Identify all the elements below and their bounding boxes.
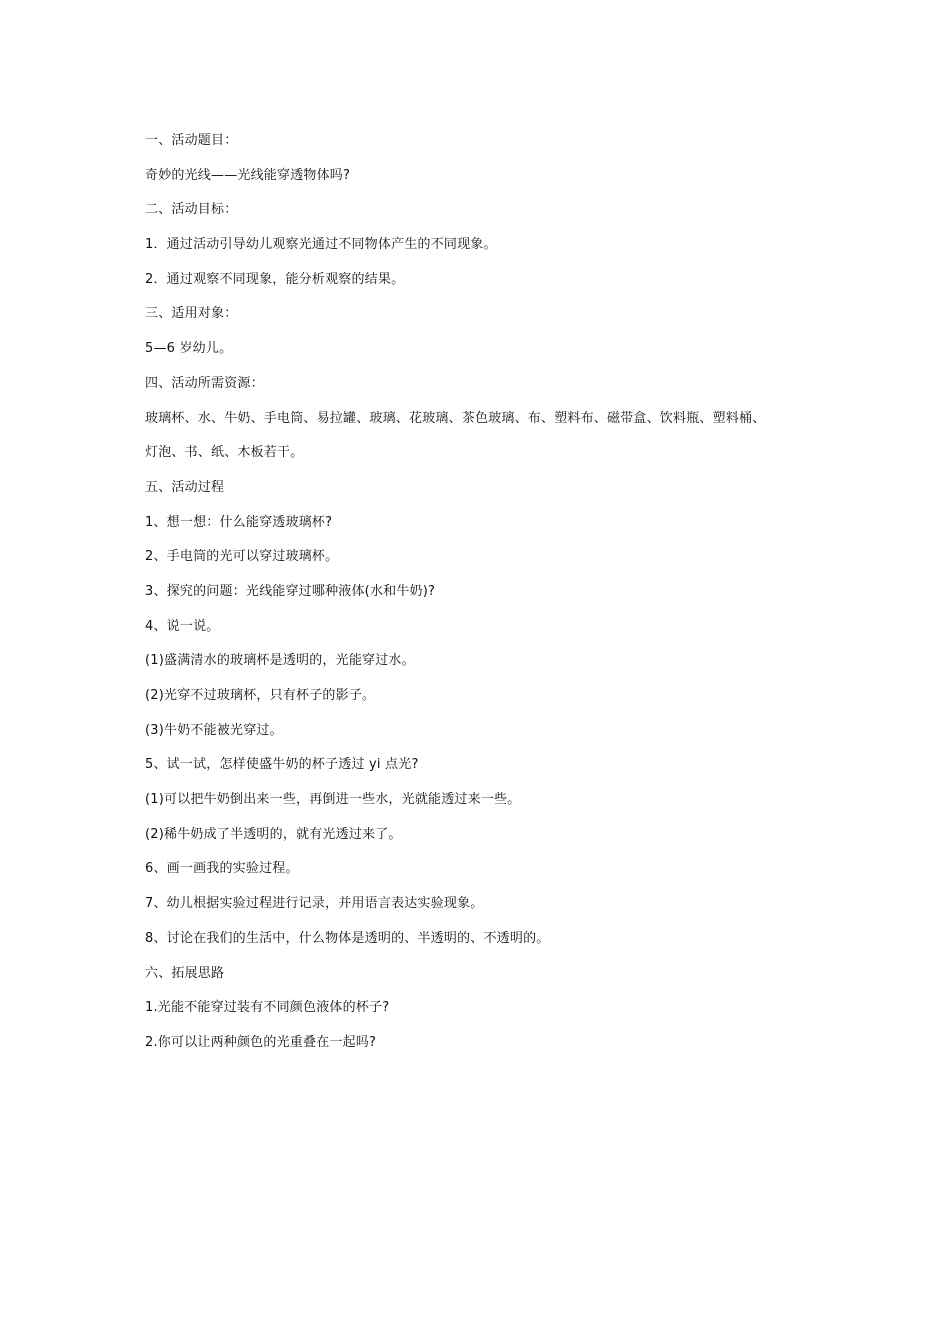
process-step-7: 7、幼儿根据实验过程进行记录，并用语言表达实验现象。 <box>145 896 484 912</box>
heading-activity-process: 五、活动过程 <box>145 479 225 495</box>
target-audience-text: 5—6 岁幼儿。 <box>145 341 233 357</box>
process-step-5-sub-1: (1)可以把牛奶倒出来一些，再倒进一些水，光就能透过来一些。 <box>145 792 521 808</box>
process-step-1: 1、想一想：什么能穿透玻璃杯? <box>145 514 333 530</box>
heading-resources: 四、活动所需资源： <box>145 375 264 391</box>
process-step-2: 2、手电筒的光可以穿过玻璃杯。 <box>145 549 339 565</box>
resources-text-line-2: 灯泡、书、纸、木板若干。 <box>145 445 304 461</box>
goal-item-1: 1．通过活动引导幼儿观察光通过不同物体产生的不同现象。 <box>145 237 497 253</box>
extension-item-1: 1.光能不能穿过装有不同颜色液体的杯子? <box>145 1000 390 1016</box>
heading-activity-title: 一、活动题目： <box>145 133 238 148</box>
process-step-5: 5、试一试，怎样使盛牛奶的杯子透过 yi 点光? <box>145 757 419 773</box>
process-step-4-sub-3: (3)牛奶不能被光穿过。 <box>145 722 283 738</box>
resources-text-line-1: 玻璃杯、水、牛奶、手电筒、易拉罐、玻璃、花玻璃、茶色玻璃、布、塑料布、磁带盒、饮料瓶、塑料桶、 <box>145 410 766 426</box>
process-step-6: 6、画一画我的实验过程。 <box>145 861 299 877</box>
process-step-5-sub-2: (2)稀牛奶成了半透明的，就有光透过来了。 <box>145 826 402 842</box>
document-body <box>145 124 835 1061</box>
heading-extension: 六、拓展思路 <box>145 965 225 981</box>
process-step-4-sub-2: (2)光穿不过玻璃杯，只有杯子的影子。 <box>145 688 376 703</box>
heading-activity-goals: 二、活动目标： <box>145 202 238 218</box>
process-step-4-sub-1: (1)盛满清水的玻璃杯是透明的，光能穿过水。 <box>145 653 415 669</box>
process-step-3: 3、探究的问题：光线能穿过哪种液体(水和牛奶)? <box>145 583 436 599</box>
extension-item-2: 2.你可以让两种颜色的光重叠在一起吗? <box>145 1034 377 1050</box>
heading-target-audience: 三、适用对象： <box>145 306 238 322</box>
process-step-8: 8、讨论在我们的生活中，什么物体是透明的、半透明的、不透明的。 <box>145 930 550 946</box>
goal-item-2: 2．通过观察不同现象，能分析观察的结果。 <box>145 271 405 287</box>
activity-title-text: 奇妙的光线——光线能穿透物体吗? <box>145 167 351 183</box>
process-step-4: 4、说一说。 <box>145 618 220 634</box>
